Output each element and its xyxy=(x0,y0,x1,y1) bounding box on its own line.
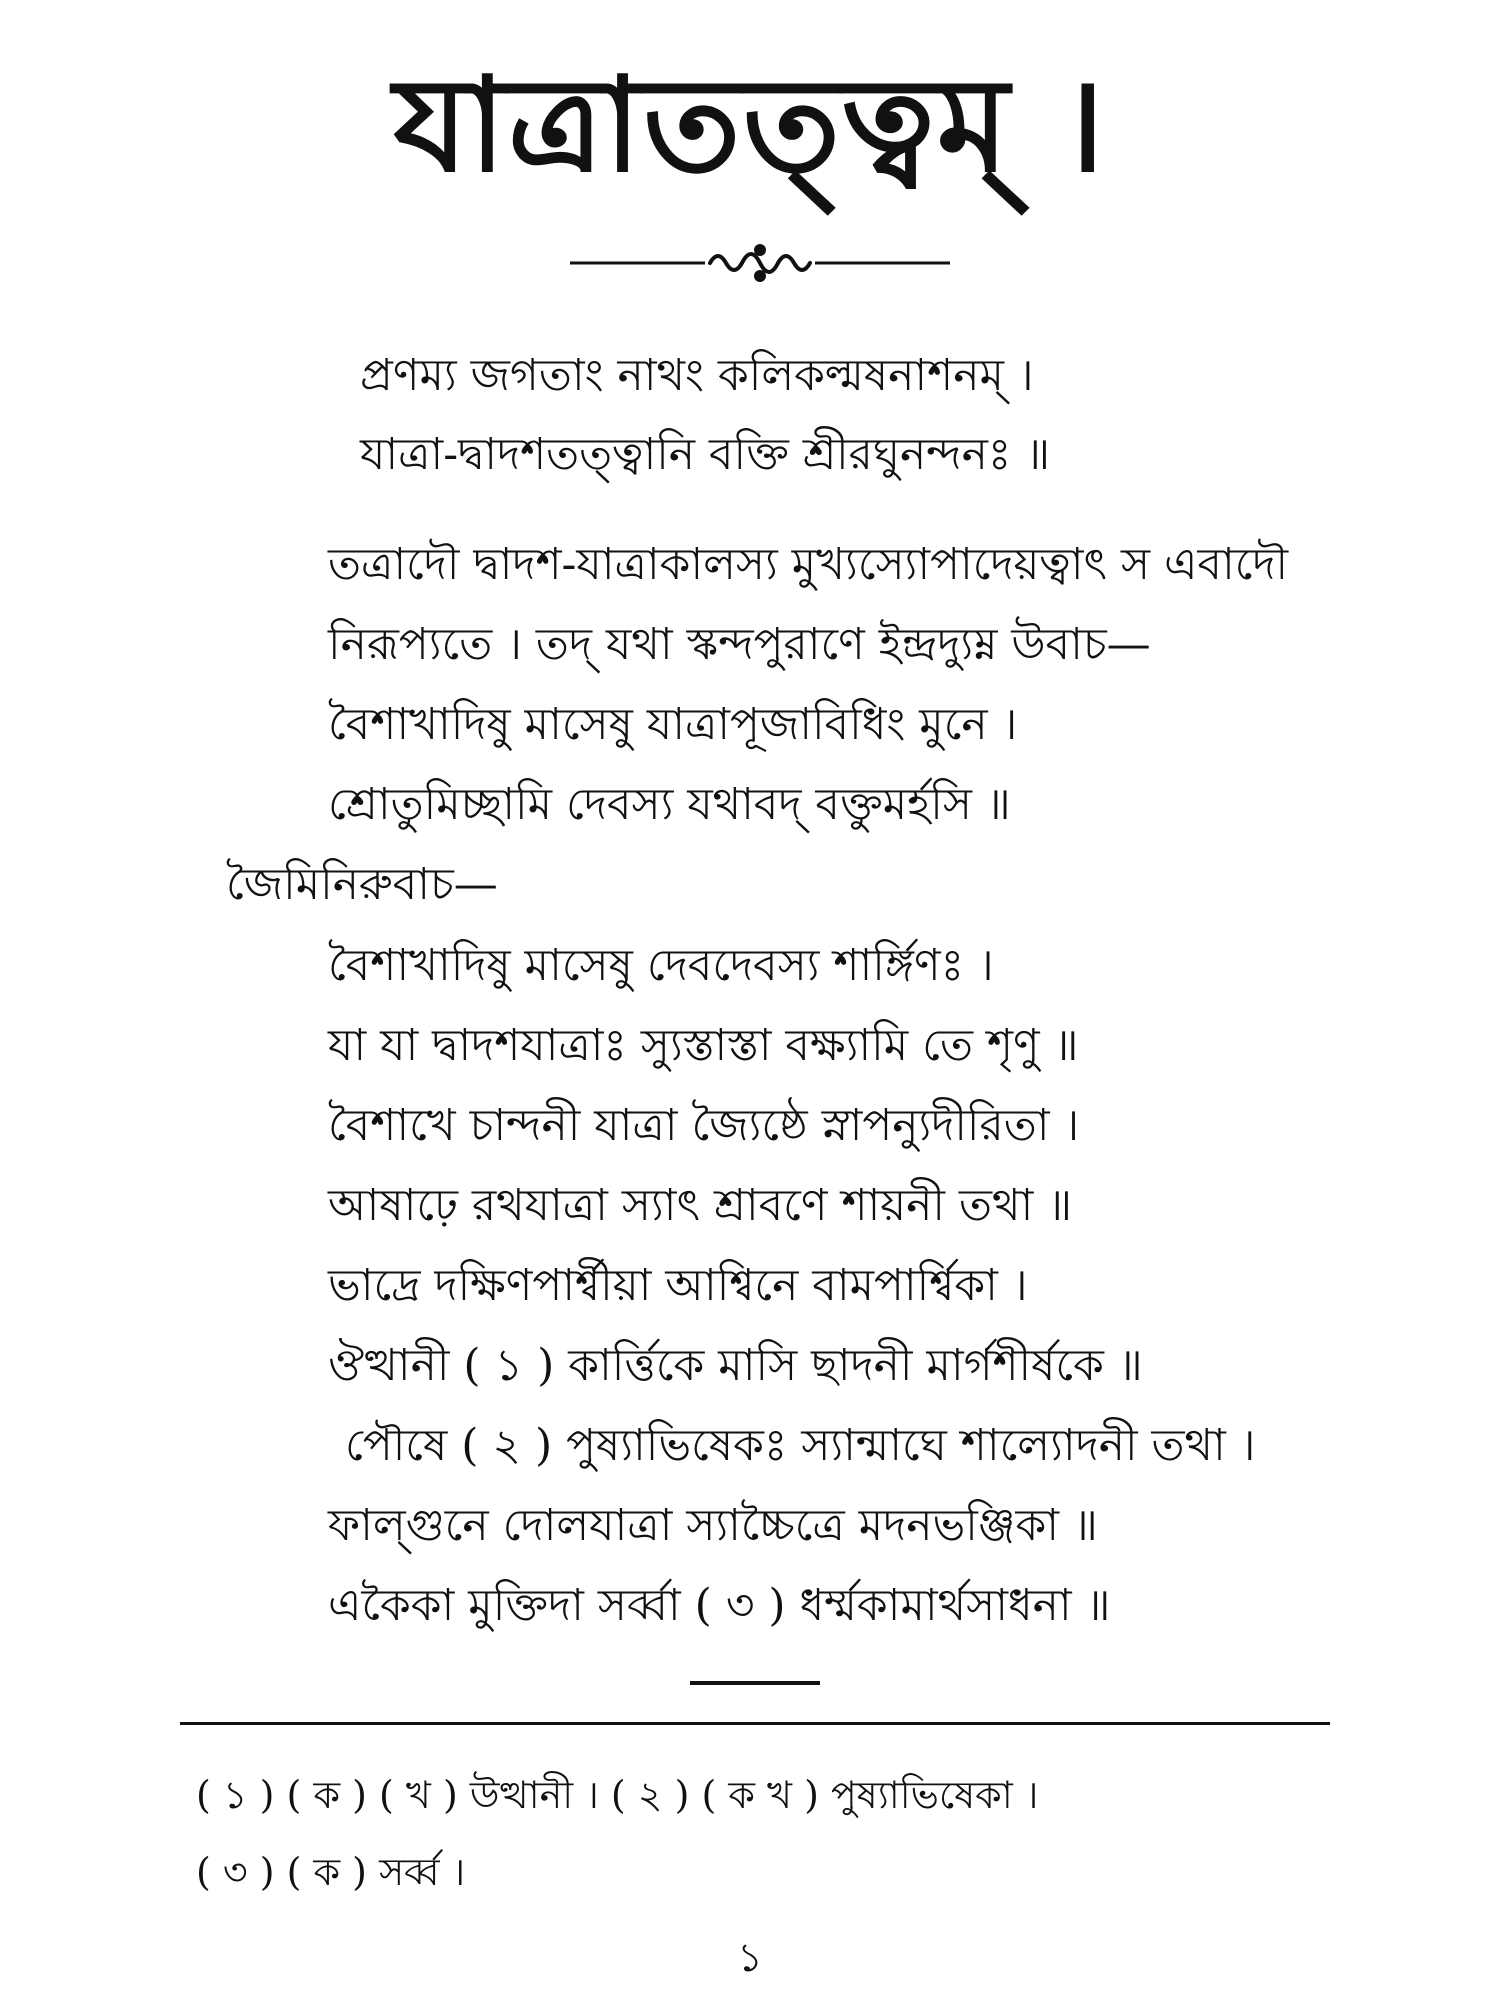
footnote-line: ( ৩ ) ( ক ) সর্ব্ব । xyxy=(196,1850,466,1894)
verse-line: একৈকা মুক্তিদা সর্ব্বা ( ৩ ) ধর্ম্মকামার্থসাধনা ॥ xyxy=(328,1580,1111,1631)
prose-line: তত্রাদৌ দ্বাদশ-যাত্রাকালস্য মুখ্যস্যোপাদেয়ত্বাৎ স এবাদৌ xyxy=(328,539,1289,590)
verse-line: বৈশাখে চান্দনী যাত্রা জ্যৈষ্ঠে স্নাপন্যুদীরিতা । xyxy=(328,1100,1080,1151)
verse-line: ঔত্থানী ( ১ ) কার্ত্তিকে মাসি ছাদনী মার্গশীর্ষকে ॥ xyxy=(328,1340,1143,1391)
verse-line: বৈশাখাদিষু মাসেষু যাত্রাপূজাবিধিং মুনে । xyxy=(328,699,1018,750)
footnote-rule xyxy=(180,1722,1330,1725)
verse-line: বৈশাখাদিষু মাসেষু দেবদেবস্য শার্ঙ্গিণঃ । xyxy=(328,940,994,991)
page-number: ১ xyxy=(737,1935,763,1981)
section-end-dash xyxy=(690,1681,820,1685)
speaker-heading: জৈমিনিরুবাচ— xyxy=(226,859,498,910)
invocation-line: যাত্রা-দ্বাদশতত্ত্বানি বক্তি শ্রীরঘুনন্দনঃ ॥ xyxy=(360,429,1051,480)
prose-line: নিরূপ্যতে । তদ্ যথা স্কন্দপুরাণে ইন্দ্রদ্যুম্ন উবাচ— xyxy=(328,619,1151,670)
verse-line: ফাল্গুনে দোলযাত্রা স্যাচ্চৈত্রে মদনভঞ্জিকা ॥ xyxy=(328,1500,1098,1551)
verse-line: যা যা দ্বাদশযাত্রাঃ স্যুস্তাস্তা বক্ষ্যামি তে শৃণু ॥ xyxy=(328,1020,1079,1071)
invocation-line: প্রণম্য জগতাং নাথং কলিকল্মষনাশনম্ । xyxy=(360,350,1034,401)
page-title: যাত্রাতত্ত্বম্ । xyxy=(393,48,1107,201)
verse-line: পৌষে ( ২ ) পুষ্যাভিষেকঃ স্যান্মাঘে শাল্যোদনী তথা । xyxy=(345,1420,1256,1471)
verse-line: আষাঢ়ে রথযাত্রা স্যাৎ শ্রাবণে শায়নী তথা ॥ xyxy=(328,1180,1073,1231)
verse-line: ভাদ্রে দক্ষিণপার্শ্বীয়া আশ্বিনে বামপার্শ্বিকা । xyxy=(328,1260,1028,1311)
ornament-divider xyxy=(560,238,960,288)
verse-line: শ্রোতুমিচ্ছামি দেবস্য যথাবদ্ বক্তুমর্হসি ॥ xyxy=(328,779,1011,830)
footnote-line: ( ১ ) ( ক ) ( খ ) উত্থানী । ( ২ ) ( ক খ ) পুষ্যাভিষেকা । xyxy=(196,1773,1039,1817)
